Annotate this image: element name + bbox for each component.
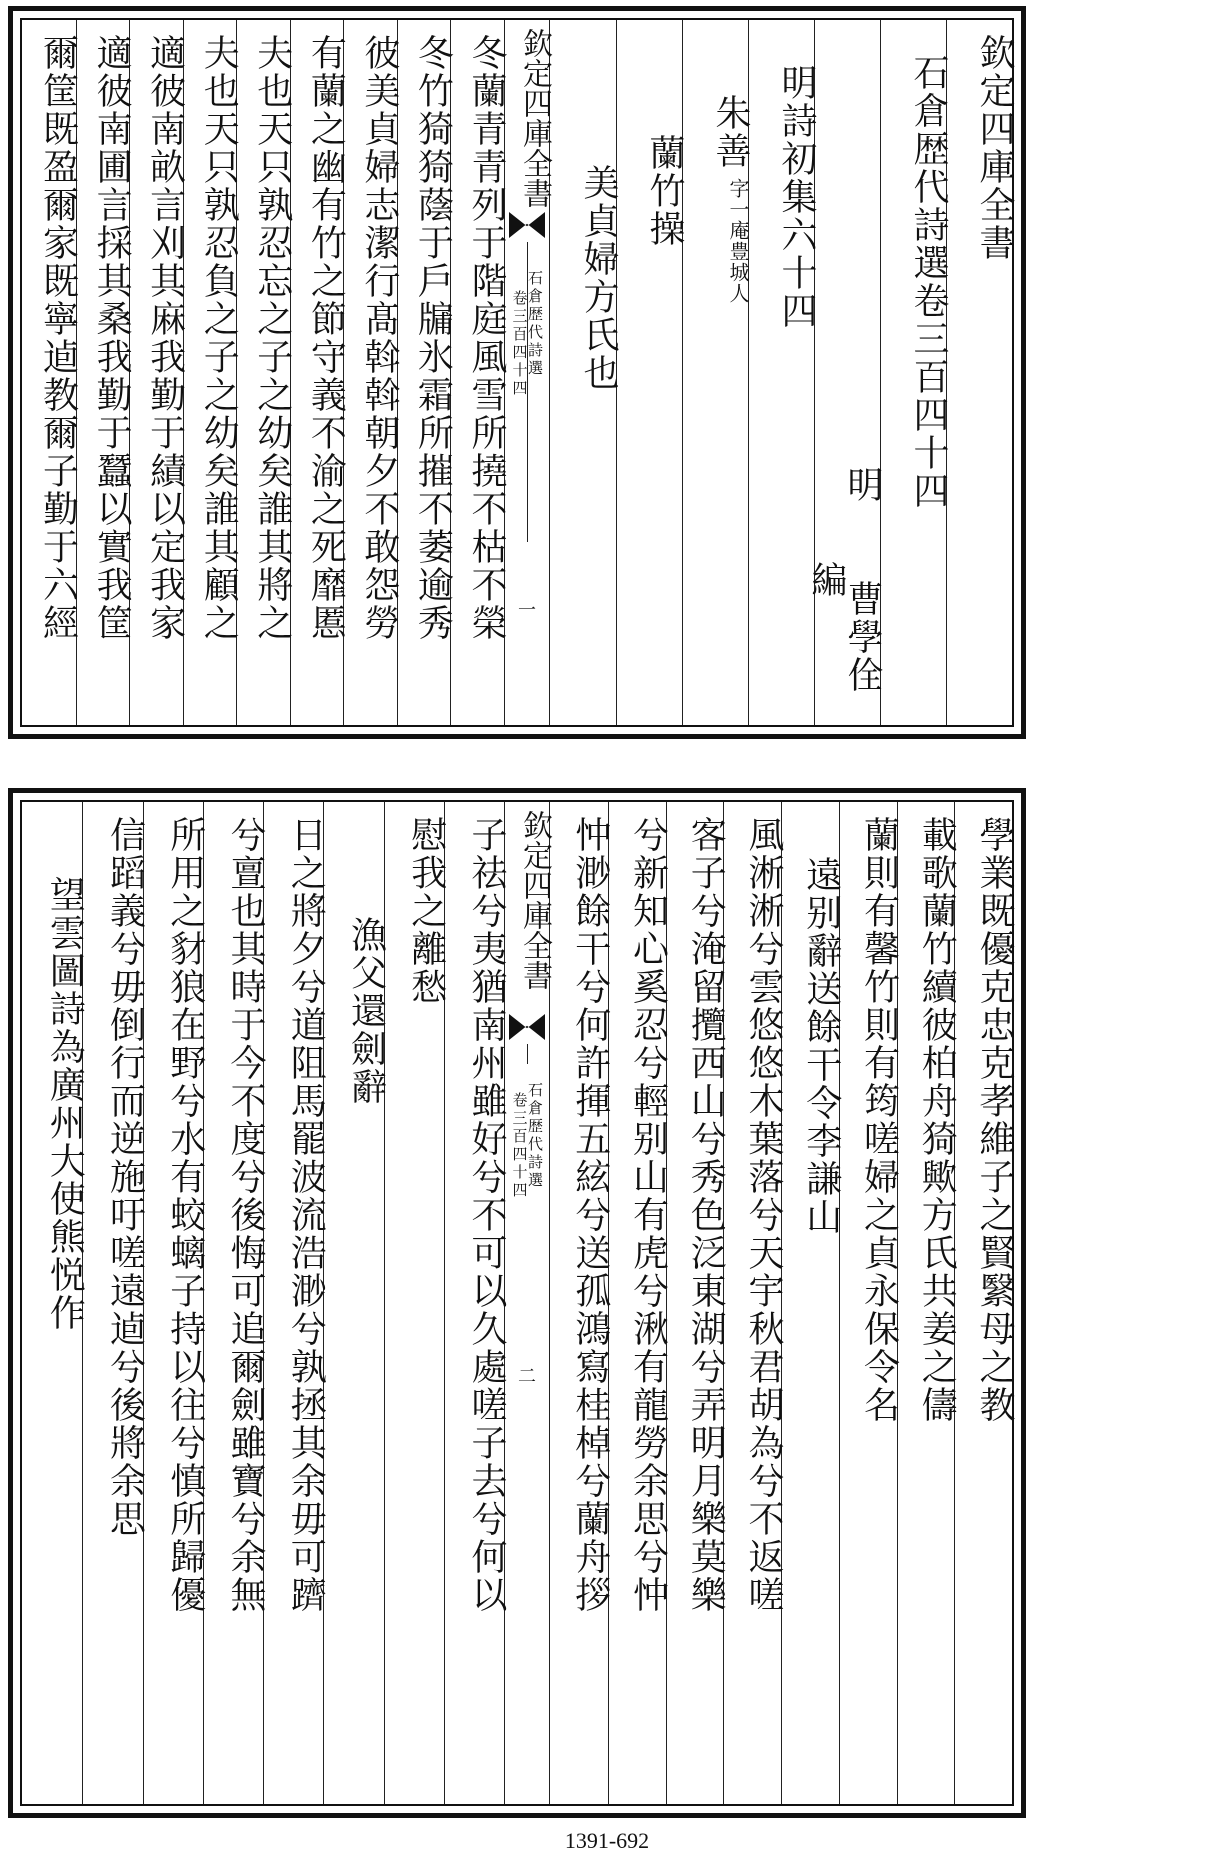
column-text: 載歌蘭竹續彼柏舟猗歟方氏共姜之儔	[916, 816, 958, 1424]
text-column	[397, 20, 454, 725]
column-text: 夫也天只孰忍忘之子之幼矣誰其將之	[251, 34, 293, 642]
text-column	[954, 802, 1015, 1804]
column-text: 遠别辭送餘干令李謙山	[800, 856, 842, 1236]
gutter-line	[527, 1044, 528, 1064]
text-column	[839, 802, 900, 1804]
column-text: 適彼南圃言採其桑我勤于蠶以實我筐	[91, 34, 133, 642]
text-column	[343, 20, 400, 725]
text-column	[384, 802, 447, 1804]
text-column	[444, 802, 507, 1804]
column-text: 彼美貞婦志潔行髙斡斡朝夕不敢怨勞	[358, 34, 400, 642]
text-column	[608, 802, 669, 1804]
column-text: 明 曹學佺 編	[806, 465, 883, 732]
text-column	[22, 802, 86, 1804]
gutter-title: 欽定四庫全書	[517, 28, 552, 208]
text-column	[550, 802, 611, 1804]
column-text: 望雲圖詩為廣州大使熊悦作	[44, 876, 86, 1332]
gutter-page-number: 一	[518, 600, 536, 621]
text-column	[723, 802, 784, 1804]
bottom-gutter	[504, 802, 550, 1804]
text-column	[748, 20, 817, 725]
column-text: 適彼南畝言刈其麻我勤于績以定我家	[144, 34, 186, 642]
text-column	[290, 20, 347, 725]
text-column	[806, 20, 883, 732]
gutter-book-title: 石倉歴代詩選	[526, 1082, 544, 1190]
text-column	[880, 20, 949, 725]
text-column	[263, 802, 327, 1804]
column-text: 忡渺餘干兮何許揮五絃兮送孤鴻寫桂棹兮蘭舟拶	[569, 816, 611, 1614]
column-text: 信蹈義兮毋倒行而逆施吁嗟遠逌兮後將余思	[104, 816, 146, 1538]
column-text: 冬竹猗猗蔭于戶牖氷霜所摧不萎逾秀	[412, 34, 454, 642]
text-column	[946, 20, 1015, 725]
column-text: 有蘭之幽有竹之節守義不渝之死靡慝	[305, 34, 347, 642]
column-text: 美貞婦方氏也	[578, 164, 619, 392]
text-column	[129, 20, 186, 725]
page-footer-number: 1391-692	[564, 1828, 650, 1853]
text-column	[616, 20, 685, 725]
text-column	[143, 802, 206, 1804]
column-text: 日之將夕兮道阻馬罷波流浩渺兮孰拯其余毋可躋	[285, 816, 327, 1614]
bottom-page	[8, 788, 1026, 1818]
text-column	[82, 802, 146, 1804]
gutter-page-number: 二	[518, 1366, 536, 1387]
text-column	[203, 802, 266, 1804]
column-text: 漁父還劍辭	[345, 916, 387, 1106]
column-text: 石倉歴代詩選卷三百四十四	[908, 54, 949, 510]
top-page	[8, 6, 1026, 739]
column-text: 客子兮淹留攬西山兮秀色泛東湖兮弄明月樂莫樂	[685, 816, 727, 1614]
top-page-frame	[20, 18, 1015, 732]
column-text: 兮新知心奚忍兮輕别山有虎兮湫有龍勞余思兮忡	[627, 816, 669, 1614]
text-column	[781, 802, 842, 1804]
top-gutter	[504, 20, 550, 725]
text-column	[897, 802, 958, 1804]
column-text: 爾筐既盈爾家既寧逌教爾子勤于六經	[37, 34, 79, 642]
text-column	[76, 20, 133, 725]
column-text: 子祛兮夷猶南州雖好兮不可以久處嗟子去兮何以	[466, 816, 507, 1614]
gutter-title: 欽定四庫全書	[517, 810, 552, 990]
bottom-page-frame	[20, 800, 1014, 1806]
column-text: 夫也天只孰忍負之子之幼矣誰其顧之	[198, 34, 240, 642]
fish-tail-ornament	[509, 212, 545, 238]
text-column	[183, 20, 240, 725]
text-column	[682, 20, 751, 725]
text-column	[450, 20, 507, 725]
gutter-volume: 卷三百四十四	[510, 1092, 529, 1200]
column-text: 兮亶也其時于今不度兮後悔可追爾劍雖寶兮余無	[225, 816, 266, 1614]
column-text: 所用之豺狼在野兮水有蛟螭子持以往兮慎所歸優	[164, 816, 206, 1614]
text-column	[666, 802, 727, 1804]
author-note: 字一庵豊城人	[726, 178, 750, 304]
gutter-book-title: 石倉歴代詩選	[526, 270, 544, 378]
column-text: 學業既優克忠克孝維子之賢繄母之教	[974, 816, 1015, 1424]
column-text: 欽定四庫全書	[974, 34, 1015, 262]
text-column	[550, 20, 619, 725]
column-text: 慰我之離愁	[405, 816, 447, 1006]
column-text: 朱善	[710, 94, 751, 170]
column-text: 風淅淅兮雲悠悠木葉落兮天宇秋君胡為兮不返嗟	[743, 816, 784, 1614]
gutter-volume: 卷三百四十四	[510, 290, 529, 398]
column-text: 明詩初集六十四	[776, 64, 817, 330]
text-column	[323, 802, 387, 1804]
column-text: 蘭則有馨竹則有筠嗟婦之貞永保令名	[858, 816, 900, 1424]
column-text: 冬蘭青青列于階庭風雪所撓不枯不榮	[465, 34, 507, 642]
column-text: 蘭竹操	[644, 134, 685, 248]
text-column	[22, 20, 79, 725]
fish-tail-ornament	[509, 1014, 545, 1040]
text-column	[236, 20, 293, 725]
